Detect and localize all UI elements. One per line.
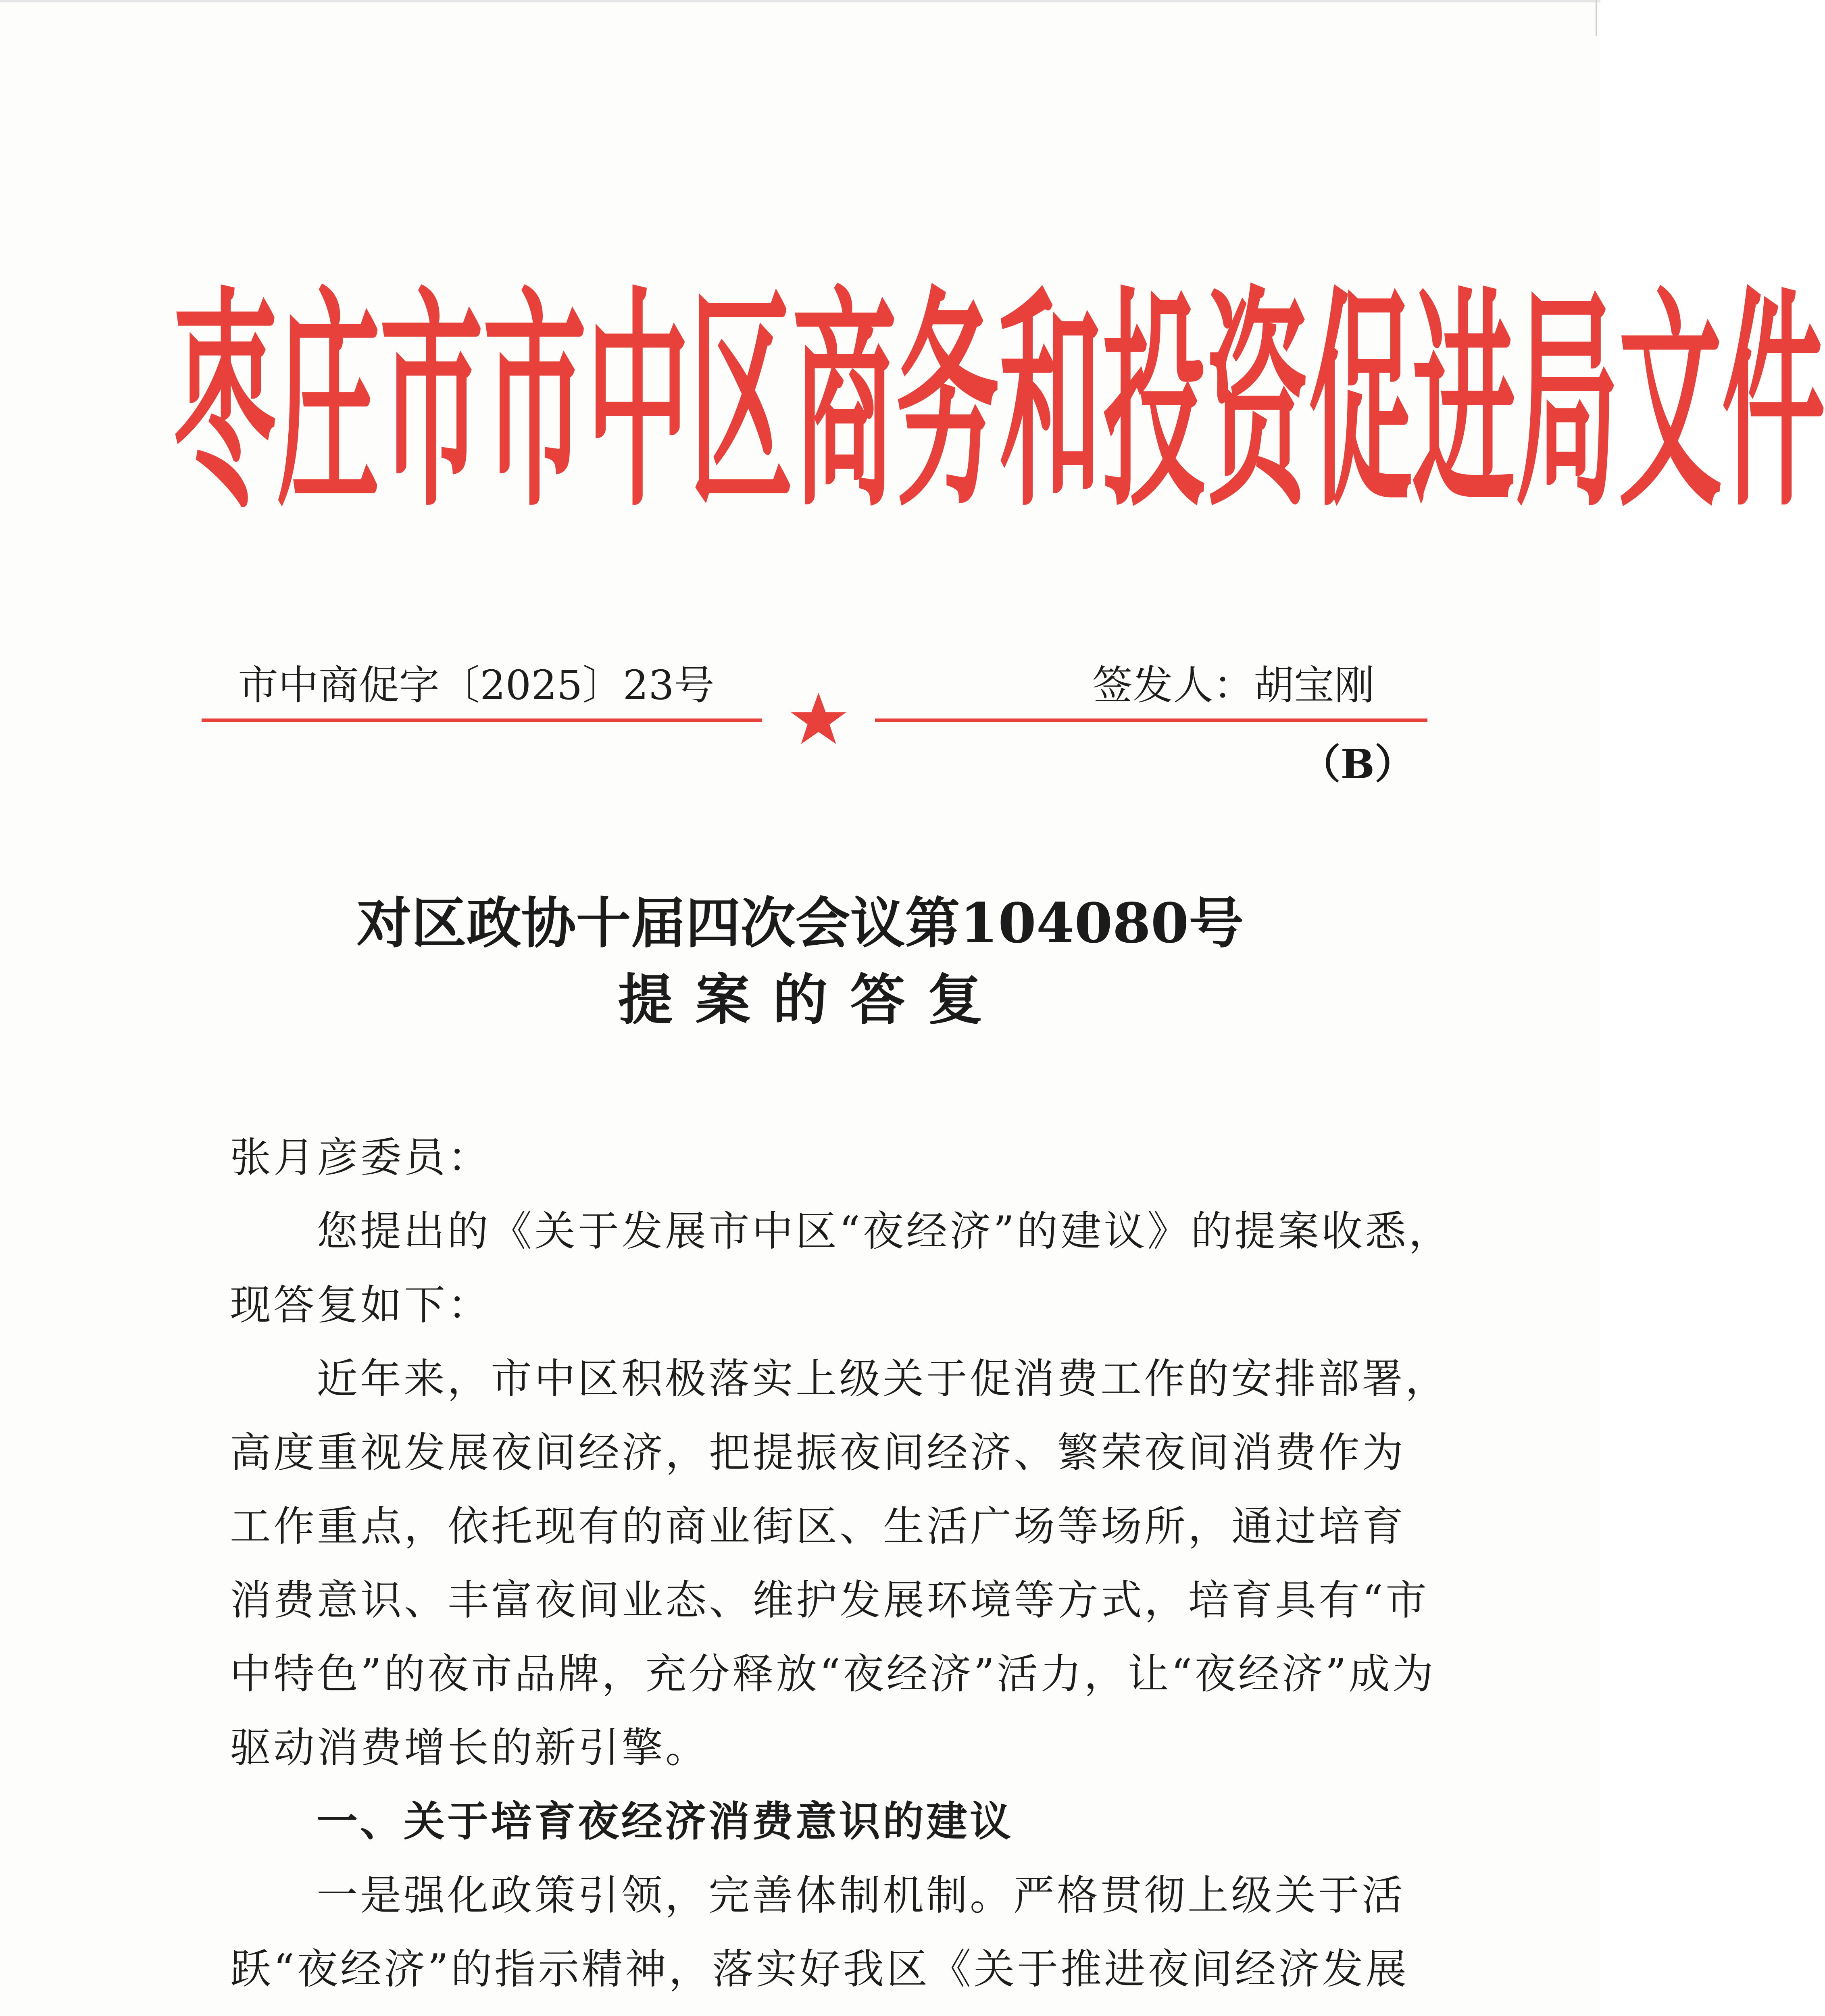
masthead-char: 庄 xyxy=(277,268,380,539)
classification-grade: （B） xyxy=(1300,740,1415,788)
masthead-char: 局 xyxy=(1515,268,1619,539)
masthead-char: 促 xyxy=(1309,268,1412,539)
masthead-char: 商 xyxy=(793,268,896,539)
masthead-char: 投 xyxy=(1102,268,1206,539)
text-line: 工作重点，依托现有的商业街区、生活广场等场所，通过培育 xyxy=(230,1503,1406,1551)
red-divider-right xyxy=(875,719,1427,722)
masthead-char: 资 xyxy=(1206,268,1309,539)
masthead-char: 枣 xyxy=(173,268,277,539)
masthead-char: 区 xyxy=(690,268,793,539)
text-line: 一是强化政策引领，完善体制机制。严格贯彻上级关于活 xyxy=(317,1872,1405,1920)
masthead-char: 中 xyxy=(586,268,690,539)
document-title-line-1: 对区政协十届四次会议第104080号 xyxy=(356,891,1244,956)
masthead-char: 务 xyxy=(896,268,1000,539)
document-number: 市中商促字〔2025〕23号 xyxy=(238,662,715,709)
paragraph-3 xyxy=(230,1859,1409,2006)
red-divider-left xyxy=(202,719,762,722)
star-icon xyxy=(788,690,849,751)
paragraph-2 xyxy=(230,1342,1449,1785)
text-line: 中特色”的夜市品牌，充分释放“夜经济”活力，让“夜经济”成为 xyxy=(230,1650,1436,1698)
masthead-char: 件 xyxy=(1722,268,1825,539)
document-masthead xyxy=(173,258,1825,548)
masthead-char: 市 xyxy=(483,268,587,539)
section-heading-text: 一、关于培育夜经济消费意识的建议 xyxy=(317,1798,1013,1846)
masthead-char: 进 xyxy=(1412,268,1516,539)
paragraph-1 xyxy=(230,1195,1452,1342)
masthead-char: 和 xyxy=(999,268,1103,539)
text-line: 跃“夜经济”的指示精神，落实好我区《关于推进夜间经济发展 xyxy=(230,1945,1409,1993)
text-line: 驱动消费增长的新引擎。 xyxy=(230,1724,709,1772)
masthead-char: 市 xyxy=(380,268,483,539)
salutation-text: 张月彦委员： xyxy=(230,1134,491,1182)
salutation xyxy=(230,1121,1399,1195)
scan-edge xyxy=(1596,0,1597,36)
text-line: 高度重视发展夜间经济，把提振夜间经济、繁荣夜间消费作为 xyxy=(230,1429,1406,1477)
issuer-signature: 签发人：胡宝刚 xyxy=(1092,662,1375,709)
text-line: 近年来，市中区积极落实上级关于促消费工作的安排部署， xyxy=(317,1355,1449,1403)
section-heading xyxy=(230,1785,1399,1859)
scan-edge xyxy=(0,0,1600,2)
text-line: 您提出的《关于发展市中区“夜经济”的建议》的提案收悉， xyxy=(317,1208,1452,1256)
document-title-line-2: 提案的答复 xyxy=(618,968,1005,1032)
text-line: 现答复如下： xyxy=(230,1281,491,1329)
masthead-char: 文 xyxy=(1619,268,1722,539)
text-line: 消费意识、丰富夜间业态、维护发展环境等方式，培育具有“市 xyxy=(230,1577,1429,1624)
